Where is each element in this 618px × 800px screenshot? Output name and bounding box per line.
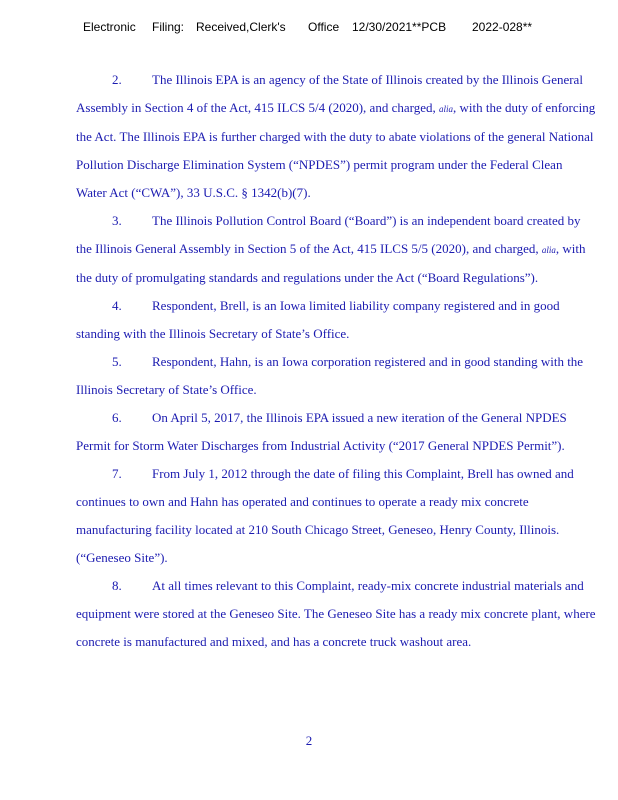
header-date: 12/30/2021**PCB (352, 20, 447, 34)
paragraph-text: The Illinois Pollution Control Board (“Board”) is an independent board created by the Illinois General Assembly in Section 5 of the Act, 415 ILCS 5/5 (2020), and charged, (76, 213, 581, 256)
paragraph-number: 3. (112, 213, 122, 228)
paragraph-number: 5. (112, 354, 122, 369)
document-body (76, 66, 596, 656)
header-office: Office (308, 20, 340, 34)
paragraph-number: 6. (112, 410, 122, 425)
paragraph-text: Respondent, Hahn, is an Iowa corporation registered and in good standing with the Illinois Secretary of State’s Office. (76, 354, 584, 397)
paragraph-7 (76, 460, 596, 572)
paragraph-2 (76, 66, 596, 207)
paragraph-number: 2. (112, 72, 122, 87)
paragraph-4 (76, 292, 596, 348)
filing-header (0, 20, 618, 36)
paragraph-8 (76, 572, 596, 656)
paragraph-text-cont: , with the duty of enforcing the Act. The Illinois EPA is further charged with the duty to abate violations of the general National Pollution Discharge Elimination System (“NPDES”) permit program under the Federal Clean Water Act (“CWA”), 33 U.S.C. § 1342(b)(7). (76, 100, 596, 200)
italic-alia: alia (541, 245, 556, 255)
paragraph-5 (76, 348, 596, 404)
paragraph-text: On April 5, 2017, the Illinois EPA issued a new iteration of the General NPDES Permit for Storm Water Discharges from Industrial Activity (“2017 General NPDES Permit”). (76, 410, 567, 453)
header-docket: 2022-028** (472, 20, 533, 34)
paragraph-text: From July 1, 2012 through the date of filing this Complaint, Brell has owned and continues to own and Hahn has operated and continues to operate a ready mix concrete manufacturing facility located at 210 South Chicago Street, Geneseo, Henry County, Illinois. (“Geneseo Site”). (76, 466, 574, 565)
paragraph-3 (76, 207, 596, 292)
paragraph-text: Respondent, Brell, is an Iowa limited liability company registered and in good standing with the Illinois Secretary of State’s Office. (76, 298, 560, 341)
italic-alia: alia (438, 104, 453, 114)
header-received: Received,Clerk's (196, 20, 286, 34)
paragraph-text: At all times relevant to this Complaint, ready-mix concrete industrial materials and equipment were stored at the Geneseo Site. The Geneseo Site has a ready mix concrete plant, where concrete is manufactured and mixed, and has a concrete truck washout area. (76, 578, 596, 649)
paragraph-number: 7. (112, 466, 122, 481)
paragraph-text-cont: , with the duty of promulgating standards and regulations under the Act (“Board Regulations”). (76, 241, 586, 285)
paragraph-number: 4. (112, 298, 122, 313)
header-electronic: Electronic (83, 20, 136, 34)
page-number: 2 (305, 733, 313, 748)
paragraph-number: 8. (112, 578, 122, 593)
paragraph-6 (76, 404, 596, 460)
header-filing: Filing: (152, 20, 185, 34)
paragraph-text: The Illinois EPA is an agency of the State of Illinois created by the Illinois General Assembly in Section 4 of the Act, 415 ILCS 5/4 (2020), and charged, (76, 72, 583, 115)
